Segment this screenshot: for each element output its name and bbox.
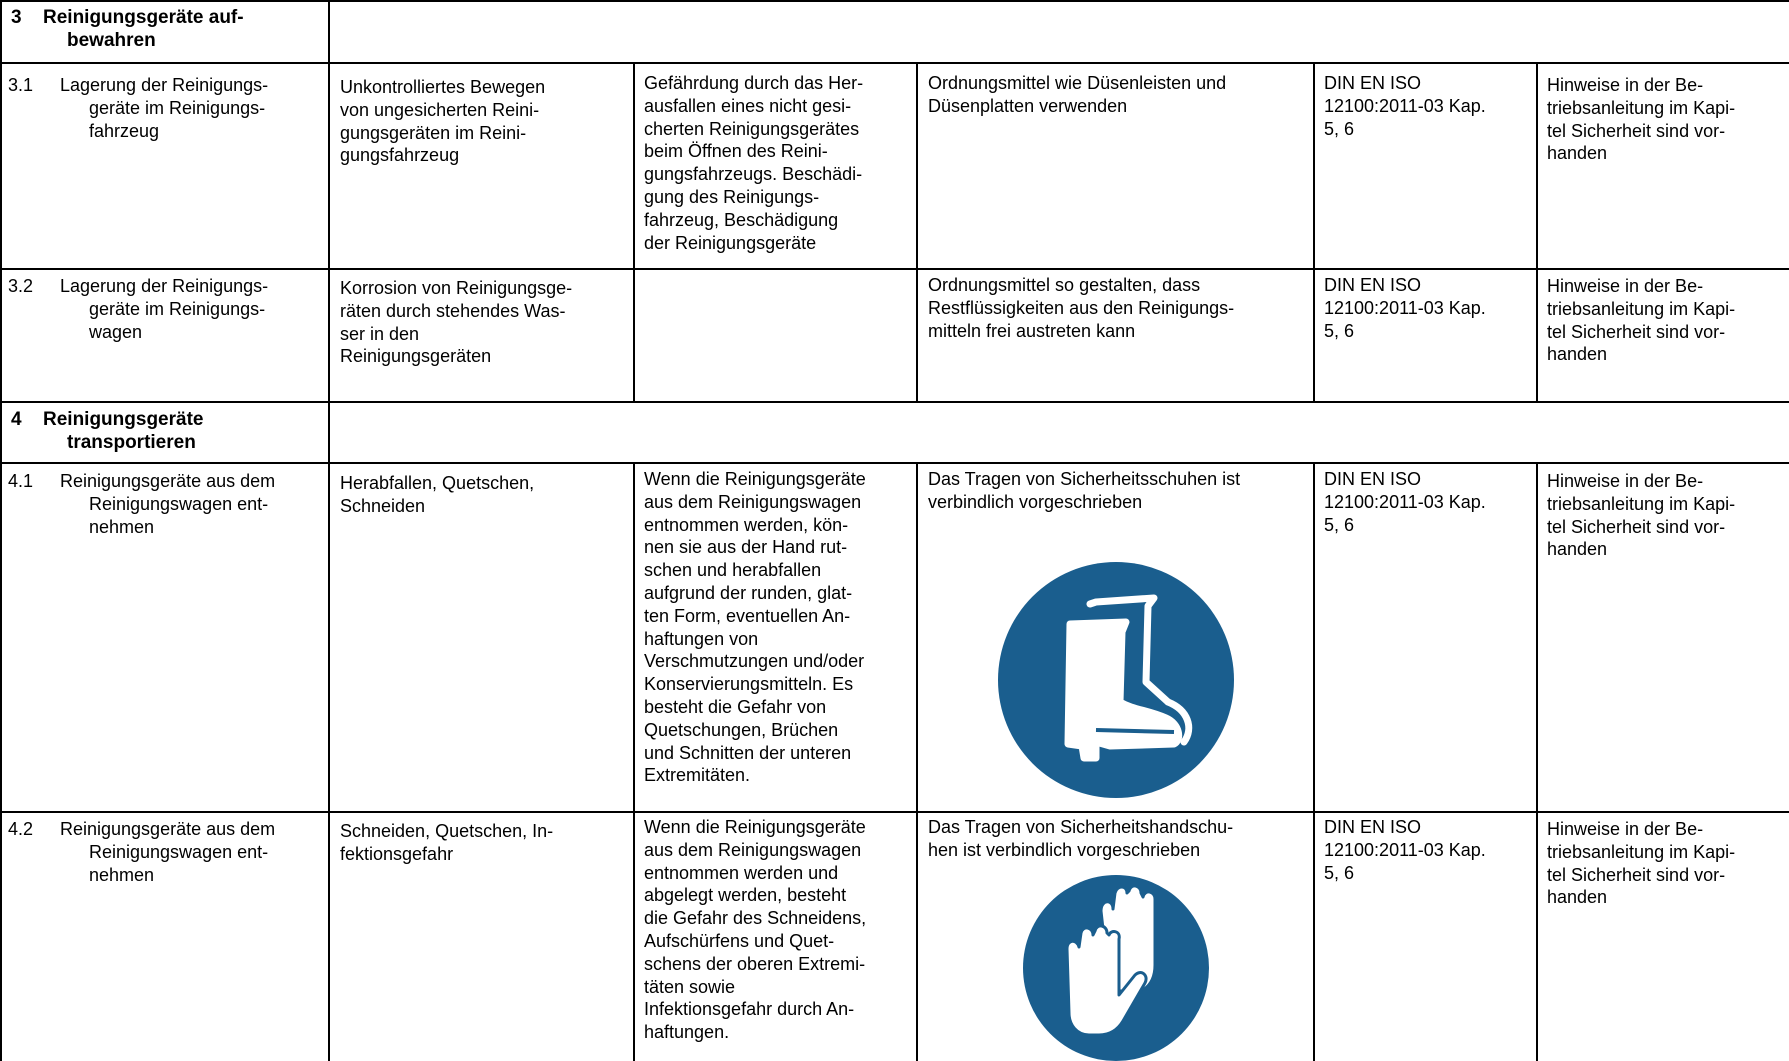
text-line: Schneiden, Quetschen, In-: [340, 821, 554, 841]
text-line: mitteln frei austreten kann: [928, 320, 1136, 341]
text-line: handen: [1547, 887, 1608, 908]
measure-cell: [928, 72, 1226, 118]
row-number: 4.1: [8, 471, 34, 491]
text-line: besteht die Gefahr von: [644, 696, 827, 717]
row-number: 4.2: [8, 819, 34, 839]
text-line: schens der oberen Extremi-: [644, 953, 866, 974]
row-divider: [0, 462, 1789, 464]
standard-cell: [1324, 816, 1486, 884]
section-title-line: transportieren: [67, 432, 196, 453]
text-line: Schneiden: [340, 495, 426, 516]
text-line: haftungen von: [644, 628, 759, 649]
text-line: Wenn die Reinigungsgeräte: [644, 817, 866, 837]
text-line: wagen: [89, 321, 143, 342]
text-line: tel Sicherheit sind vor-: [1547, 864, 1726, 885]
text-line: aus dem Reinigungswagen: [644, 839, 862, 860]
text-line: Konservierungsmitteln. Es: [644, 674, 854, 695]
notes-cell: [1547, 74, 1735, 165]
measure-cell: [928, 468, 1240, 514]
text-line: Aufschürfens und Quet-: [644, 930, 835, 951]
column-divider: [916, 462, 918, 1061]
text-line: fahrzeug: [89, 120, 160, 141]
notes-cell: [1547, 275, 1735, 366]
text-line: die Gefahr des Schneidens,: [644, 908, 867, 929]
text-line: aus dem Reinigungswagen: [644, 491, 862, 512]
standard-cell: [1324, 72, 1486, 140]
text-line: 12100:2011-03 Kap.: [1324, 297, 1486, 318]
row-divider: [0, 268, 1789, 270]
column-divider: [1313, 462, 1315, 1061]
standard-cell: [1324, 274, 1486, 342]
text-line: Gefährdung durch das Her-: [644, 73, 864, 93]
text-line: von ungesicherten Reini-: [340, 99, 540, 120]
text-line: geräte im Reinigungs-: [89, 298, 266, 319]
text-line: 12100:2011-03 Kap.: [1324, 95, 1486, 116]
text-line: Hinweise in der Be-: [1547, 471, 1704, 491]
text-line: ausfallen eines nicht gesi-: [644, 95, 852, 116]
text-line: handen: [1547, 143, 1608, 164]
text-line: nen sie aus der Hand rut-: [644, 537, 848, 558]
task-cell: [60, 470, 275, 538]
text-line: nehmen: [89, 516, 155, 537]
text-line: gungsgeräten im Reini-: [340, 122, 527, 143]
text-line: täten sowie: [644, 976, 736, 997]
text-line: Verschmutzungen und/oder: [644, 651, 865, 672]
text-line: nehmen: [89, 864, 155, 885]
text-line: abgelegt werden, besteht: [644, 885, 847, 906]
text-line: beim Öffnen des Reini-: [644, 141, 828, 162]
standard-cell: [1324, 468, 1486, 536]
text-line: schen und herabfallen: [644, 560, 822, 581]
section-title: [43, 408, 203, 454]
text-line: Lagerung der Reinigungs-: [60, 75, 269, 95]
column-divider: [1536, 462, 1538, 1061]
text-line: geräte im Reinigungs-: [89, 97, 266, 118]
description-cell: [644, 468, 866, 787]
text-line: tel Sicherheit sind vor-: [1547, 516, 1726, 537]
text-line: entnommen werden und: [644, 862, 839, 883]
row-number: 3.1: [8, 75, 34, 95]
text-line: Reinigungsgeräte aus dem: [60, 819, 276, 839]
column-divider: [633, 462, 635, 1061]
text-line: Lagerung der Reinigungs-: [60, 276, 269, 296]
text-line: Ordnungsmittel wie Düsenleisten und: [928, 73, 1227, 93]
description-cell: [644, 72, 863, 254]
text-line: gungsfahrzeugs. Beschädi-: [644, 164, 863, 185]
text-line: triebsanleitung im Kapi-: [1547, 493, 1736, 514]
hazard-cell: [340, 472, 534, 518]
text-line: Korrosion von Reinigungsge-: [340, 278, 573, 298]
text-line: fahrzeug, Beschädigung: [644, 209, 839, 230]
text-line: Wenn die Reinigungsgeräte: [644, 469, 866, 489]
text-line: Reinigungswagen ent-: [89, 841, 269, 862]
text-line: triebsanleitung im Kapi-: [1547, 841, 1736, 862]
notes-cell: [1547, 470, 1735, 561]
description-cell: [644, 816, 866, 1044]
text-line: cherten Reinigungsgerätes: [644, 118, 860, 139]
text-line: Herabfallen, Quetschen,: [340, 473, 535, 493]
text-line: DIN EN ISO: [1324, 73, 1422, 93]
text-line: 5, 6: [1324, 514, 1355, 535]
row-divider: [0, 0, 1789, 2]
text-line: Hinweise in der Be-: [1547, 276, 1704, 296]
safety-boots-mandatory-icon: [998, 562, 1234, 798]
column-divider: [0, 0, 2, 1061]
text-line: DIN EN ISO: [1324, 275, 1422, 295]
section-title-line: Reinigungsgeräte: [43, 409, 204, 430]
text-line: DIN EN ISO: [1324, 469, 1422, 489]
text-line: Reinigungsgeräte aus dem: [60, 471, 276, 491]
text-line: und Schnitten der unteren: [644, 742, 852, 763]
text-line: 5, 6: [1324, 320, 1355, 341]
hazard-cell: [340, 76, 545, 167]
column-divider: [328, 0, 330, 1061]
text-line: 5, 6: [1324, 862, 1355, 883]
text-line: haftungen.: [644, 1022, 730, 1043]
column-divider: [633, 62, 635, 401]
text-line: handen: [1547, 344, 1608, 365]
text-line: Infektionsgefahr durch An-: [644, 999, 855, 1020]
text-line: tel Sicherheit sind vor-: [1547, 120, 1726, 141]
text-line: triebsanleitung im Kapi-: [1547, 97, 1736, 118]
row-divider: [0, 401, 1789, 403]
text-line: Das Tragen von Sicherheitsschuhen ist: [928, 469, 1241, 489]
text-line: Das Tragen von Sicherheitshandschu-: [928, 817, 1234, 837]
section-title-line: Reinigungsgeräte auf-: [43, 7, 244, 28]
measure-cell: [928, 274, 1234, 342]
column-divider: [1313, 62, 1315, 401]
text-line: verbindlich vorgeschrieben: [928, 491, 1143, 512]
notes-cell: [1547, 818, 1735, 909]
section-number: 3: [11, 7, 22, 28]
text-line: handen: [1547, 539, 1608, 560]
section-title: [43, 6, 244, 52]
text-line: Reinigungsgeräten: [340, 346, 492, 367]
text-line: 5, 6: [1324, 118, 1355, 139]
text-line: Restflüssigkeiten aus den Reinigungs-: [928, 297, 1235, 318]
text-line: der Reinigungsgeräte: [644, 232, 817, 253]
text-line: Quetschungen, Brüchen: [644, 719, 839, 740]
text-line: Unkontrolliertes Bewegen: [340, 77, 546, 97]
row-number: 3.2: [8, 276, 34, 296]
text-line: gungsfahrzeug: [340, 145, 460, 166]
text-line: ser in den: [340, 323, 420, 344]
gloves-svg: [1023, 875, 1209, 1061]
text-line: tel Sicherheit sind vor-: [1547, 321, 1726, 342]
measure-cell: [928, 816, 1233, 862]
text-line: Reinigungswagen ent-: [89, 493, 269, 514]
text-line: fektionsgefahr: [340, 843, 454, 864]
column-divider: [916, 62, 918, 401]
text-line: Ordnungsmittel so gestalten, dass: [928, 275, 1201, 295]
text-line: aufgrund der runden, glat-: [644, 582, 853, 603]
hazard-cell: [340, 277, 572, 368]
task-cell: [60, 74, 268, 142]
column-divider: [1536, 62, 1538, 401]
text-line: gung des Reinigungs-: [644, 186, 820, 207]
section-title-line: bewahren: [67, 30, 156, 51]
section-number: 4: [11, 409, 22, 430]
text-line: DIN EN ISO: [1324, 817, 1422, 837]
row-divider: [0, 811, 1789, 813]
text-line: 12100:2011-03 Kap.: [1324, 491, 1486, 512]
text-line: hen ist verbindlich vorgeschrieben: [928, 839, 1201, 860]
text-line: 12100:2011-03 Kap.: [1324, 839, 1486, 860]
text-line: Düsenplatten verwenden: [928, 95, 1128, 116]
safety-gloves-mandatory-icon: [1023, 875, 1209, 1061]
task-cell: [60, 275, 268, 343]
task-cell: [60, 818, 275, 886]
row-divider: [0, 62, 1789, 64]
text-line: Hinweise in der Be-: [1547, 819, 1704, 839]
hazard-cell: [340, 820, 553, 866]
text-line: triebsanleitung im Kapi-: [1547, 298, 1736, 319]
text-line: Hinweise in der Be-: [1547, 75, 1704, 95]
text-line: räten durch stehendes Was-: [340, 300, 566, 321]
text-line: entnommen werden, kön-: [644, 514, 849, 535]
text-line: ten Form, eventuellen An-: [644, 605, 851, 626]
text-line: Extremitäten.: [644, 765, 751, 786]
